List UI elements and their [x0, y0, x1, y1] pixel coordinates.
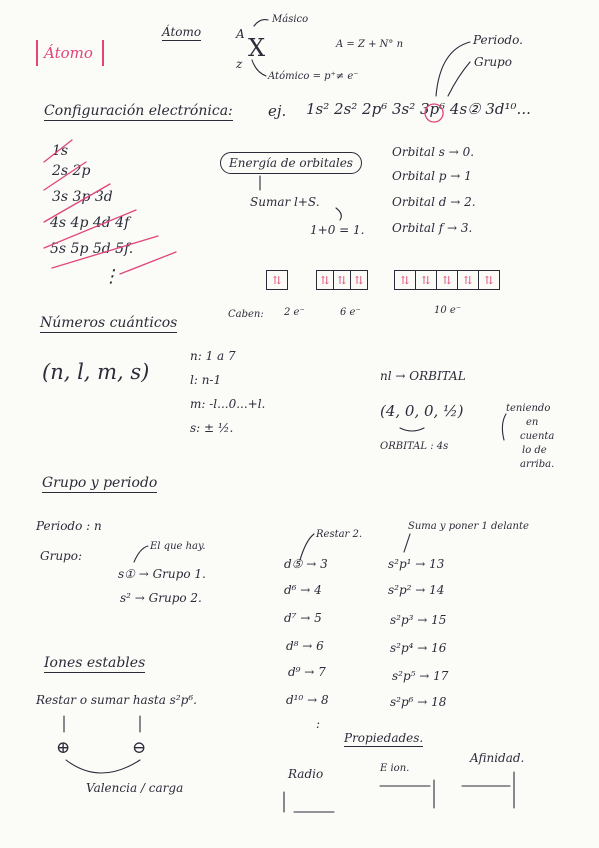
d-orbital-cell: ⇅ [436, 270, 458, 290]
valencia-curve [66, 760, 140, 773]
example-config: 1s² 2s² 2p⁶ 3s² 3p⁶ 4s② 3d¹⁰... [306, 100, 531, 118]
p-orbital-cell: ⇅ [333, 270, 351, 290]
periodo-rule: Periodo : n [36, 519, 102, 533]
restar-2: Restar 2. [316, 529, 363, 540]
atom-number-symbol: z [236, 57, 243, 71]
propiedades-heading: Propiedades. [344, 731, 424, 745]
diagonal-arrow [44, 210, 136, 248]
el-que-hay-arrow [134, 546, 148, 562]
diagonal-arrow [44, 162, 86, 190]
prop-afinidad: Afinidad. [470, 751, 525, 765]
sp-row: s²p⁴ → 16 [390, 641, 447, 655]
d-row: d¹⁰ → 8 [286, 693, 329, 707]
iones-heading: Iones estables [44, 655, 146, 671]
quantum-n: n: 1 a 7 [190, 349, 236, 363]
diagonal-row-2: 2s 2p [52, 163, 91, 179]
suma-arrow [404, 534, 410, 552]
d-orbital-cell: ⇅ [478, 270, 500, 290]
atom-section-title: Átomo [162, 25, 202, 39]
orbital-s: Orbital s → 0. [392, 145, 475, 159]
prop-eion: E ion. [380, 763, 410, 774]
teniendo-line: lo de [522, 445, 547, 456]
mass-formula: A = Z + N° n [336, 39, 404, 50]
grupo-label: Grupo [474, 55, 512, 69]
restar-arrow [300, 534, 314, 560]
suma-poner: Suma y poner 1 delante [408, 521, 529, 532]
caben-label: Caben: [228, 309, 264, 320]
orbital-d: Orbital d → 2. [392, 195, 476, 209]
example-tuple: (4, 0, 0, ½) [380, 402, 464, 420]
diagonal-row-3: 3s 3p 3d [52, 189, 113, 205]
orbital-f: Orbital f → 3. [392, 221, 473, 235]
sp-row: s²p¹ → 13 [388, 557, 445, 571]
grupo-arrow [448, 62, 470, 96]
s-orbital-box: ⇅ [266, 270, 288, 290]
sp-row: s²p³ → 15 [390, 613, 447, 627]
orbital-p: Orbital p → 1 [392, 169, 472, 183]
diagonal-row-5: 5s 5p 5d 5f. [50, 241, 134, 257]
d-orbital-cell: ⇅ [415, 270, 437, 290]
sp-row: s²p⁶ → 18 [390, 695, 447, 709]
orbital-result: ORBITAL : 4s [380, 441, 449, 452]
tuple-brace [400, 428, 424, 431]
p-orbital-cell: ⇅ [316, 270, 334, 290]
teniendo-line: cuenta [520, 431, 555, 442]
nl-orbital: nl → ORBITAL [380, 369, 466, 383]
atom-mass-symbol: A [236, 27, 245, 41]
grupo-rule-label: Grupo: [40, 549, 82, 563]
sp-row: s²p⁵ → 17 [392, 669, 449, 683]
teniendo-line: arriba. [520, 459, 555, 470]
diagonal-arrow [44, 184, 110, 222]
d-row: d⁹ → 7 [288, 665, 326, 679]
diagonal-row-1: 1s [52, 143, 69, 159]
diagonal-arrow [44, 140, 72, 162]
periodo-label: Periodo. [473, 33, 523, 47]
sumar-label: Sumar l+S. [250, 195, 320, 209]
quantum-tuple: (n, l, m, s) [42, 360, 150, 384]
grupo-periodo-heading: Grupo y periodo [42, 475, 158, 491]
d-orbital-cell: ⇅ [394, 270, 416, 290]
sum-example: 1+0 = 1. [310, 223, 365, 237]
teniendo-line: en [526, 417, 539, 428]
diagonal-row-4: 4s 4p 4d 4f [50, 215, 130, 231]
valencia-label: Valencia / carga [86, 781, 184, 795]
d-orbital-cell: ⇅ [457, 270, 479, 290]
d-row: d⁶ → 4 [284, 583, 322, 597]
diagonal-arrow [120, 252, 176, 274]
diagonal-arrow [52, 236, 158, 268]
anion-symbol: ⊖ [132, 738, 147, 758]
example-label: ej. [268, 102, 287, 120]
teniendo-arrow [502, 414, 506, 440]
orbital-4s-circle [425, 104, 443, 122]
quantum-s: s: ± ½. [190, 421, 234, 435]
diagonal-dots: ⋮ [102, 266, 120, 287]
s-group-1: s① → Grupo 1. [118, 567, 206, 581]
s-group-2: s² → Grupo 2. [120, 591, 202, 605]
cuanticos-heading: Números cuánticos [40, 315, 178, 331]
quantum-m: m: -l...0...+l. [190, 397, 266, 411]
el-que-hay: El que hay. [150, 541, 206, 552]
caben-d: 10 e⁻ [434, 305, 462, 316]
d-row: d⁷ → 5 [284, 611, 322, 625]
sum-result-arrow [336, 208, 341, 220]
masico-arrow [254, 20, 268, 26]
d-row: d⑤ → 3 [284, 557, 328, 571]
d-row-dots: : [316, 717, 321, 731]
d-row: d⁸ → 6 [286, 639, 324, 653]
caben-p: 6 e⁻ [340, 307, 361, 318]
atom-element-symbol: X [248, 34, 266, 62]
restar-sumar: Restar o sumar hasta s²p⁶. [36, 693, 197, 707]
sp-row: s²p² → 14 [388, 583, 445, 597]
cation-symbol: ⊕ [56, 738, 71, 758]
atomo-title: Átomo [44, 44, 93, 62]
teniendo-line: teniendo [506, 403, 551, 414]
caben-s: 2 e⁻ [284, 307, 305, 318]
energia-label: Energía de orbitales [220, 152, 362, 174]
masico-label: Másico [272, 14, 309, 25]
p-orbital-cell: ⇅ [350, 270, 368, 290]
atomico-label: Atómico = p⁺≠ e⁻ [268, 71, 359, 82]
quantum-l: l: n-1 [190, 373, 222, 387]
prop-radio: Radio [288, 767, 324, 781]
config-heading: Configuración electrónica: [44, 103, 233, 119]
atomico-arrow [252, 60, 266, 76]
